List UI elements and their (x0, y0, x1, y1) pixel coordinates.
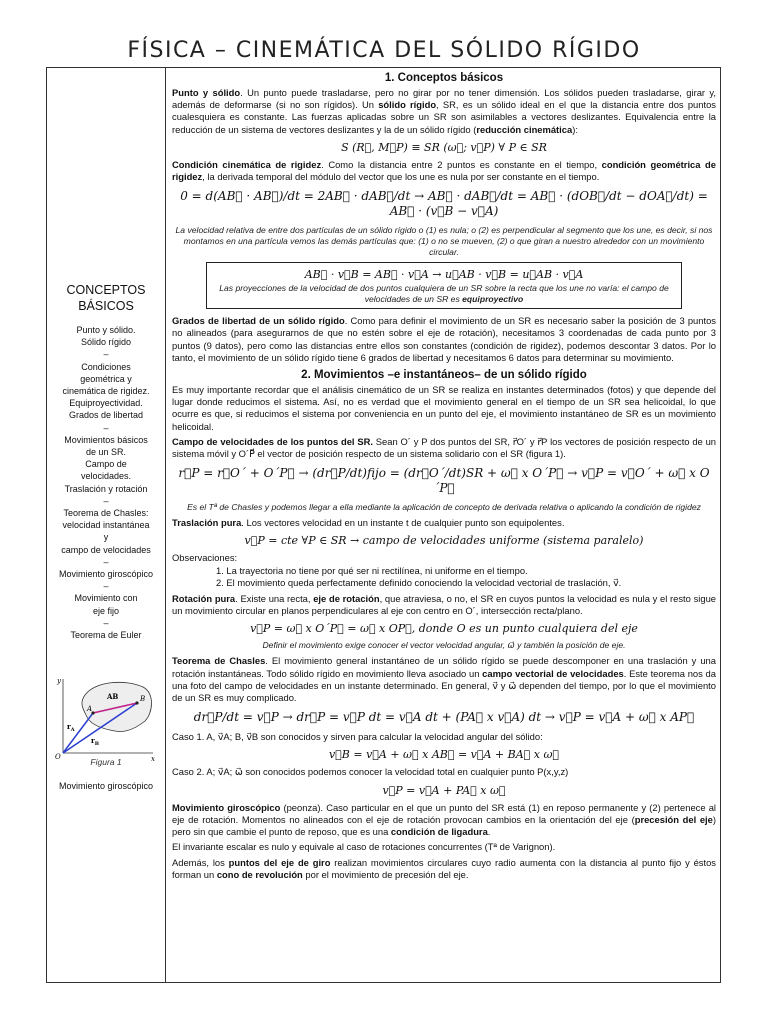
paragraph-giroscopico: Movimiento giroscópico (peonza). Caso particular en el que un punto del SR está (1) en reposo permanente y (2) pertenece al eje de rotación. Momentos no alineados con el eje de rotación provocan cambios en la orientación del eje (precesión del eje) pero sin que cambie el punto de reposo, que es una condición de ligadura. (172, 801, 716, 838)
sidebar-heading-line1: CONCEPTOS (66, 283, 146, 297)
label-ra: $r_A$ (67, 722, 75, 733)
paragraph-eje-giro: Además, los puntos del eje de giro realizan movimientos circulares cuyo radio aumenta con la distancia al punto fijo y éstos forman un cono de revolución por el movimiento de precesión del eje. (172, 856, 716, 880)
sidebar-topic-item: velocidad instantánea (62, 520, 150, 531)
label-x: x (151, 755, 155, 763)
caso-2: Caso 2. A; v⃗A; ω⃗ son conocidos podemos conocer la velocidad total en cualquier punto P(x,y,z) (172, 766, 569, 778)
content-frame (46, 67, 721, 983)
sidebar-topic-item: y (103, 532, 109, 543)
sidebar-topic-item: Grados de libertad (68, 410, 144, 421)
page-title: FÍSICA – CINEMÁTICA DEL SÓLIDO RÍGIDO (127, 38, 641, 63)
paragraph-campo-velocidades: Campo de velocidades de los puntos del SR. Sean O´ y P dos puntos del SR, r⃗O´ y r⃗P los vectores de posición respecto de un sistema móvil y O´P⃗ el vector de posición respecto de un sistema solidario con el SR (figura 1). (172, 435, 716, 460)
sidebar-topic-item: de un SR. (85, 447, 127, 458)
paragraph-punto-solido: Punto y sólido. Un punto puede trasladarse, pero no girar por no tener dimensión. Los sólidos pueden trasladarse, girar y, además de deformarse (si no son rígidos). Un sólido rígido, SR, es un sólido ideal en el que la distancia entre dos puntos cualesquiera es constante. Las fuerzas aplicadas sobre un SR son asimilables a vectores deslizantes. Equivalencia entre la reducción de un sistema de vectores deslizantes y la de un sólido rígido (reducción cinemática): (172, 87, 716, 135)
equation-caso-2: v⃗P = v⃗A + PA⃗ x ω⃗ (382, 783, 506, 797)
sidebar-topic-item: eje fijo (92, 605, 119, 616)
paragraph-invariante: El invariante escalar es nulo y equivale al caso de rotaciones concurrentes (Tª de Varignon). (172, 841, 556, 853)
note-chasles: Es el Tª de Chasles y podemos llegar a ella mediante la aplicación de concepto de derivada relativa o aplicando la condición de rigidez (187, 502, 701, 513)
sidebar-heading (47, 282, 165, 314)
column-divider (165, 68, 166, 982)
equation-rotacion: v⃗P = ω⃗ x O´P⃗ = ω⃗ x OP⃗, donde O es un punto cualquiera del eje (250, 622, 638, 636)
observacion-item: 1. La trayectoria no tiene por qué ser ni rectilínea, ni uniforme en el tiempo. (216, 564, 528, 576)
sidebar-topic-item: Traslación y rotación (64, 483, 148, 494)
label-ab: AB (107, 692, 119, 701)
sidebar-topic-item: – (103, 581, 109, 592)
paragraph-condicion-rigidez: Condición cinemática de rigidez. Como la distancia entre 2 puntos es constante en el tiempo, condición geométrica de rigidez, la derivada temporal del módulo del vector que los une es nula por ser constante en el tiempo. (172, 158, 716, 183)
figure-1-label: Movimiento giroscópico (58, 781, 154, 791)
sidebar-topic-item: cinemática de rigidez. (62, 386, 150, 397)
figure-1-diagram (55, 673, 159, 763)
note-velocidad-relativa: La velocidad relativa de entre dos partículas de un sólido rígido o (1) es nula; o (2) es perpendicular al segmento que los une, es decir, si nos montamos en una partícula vemos las demás partículas que: (1) o no se mueven, (2) o que giran a nuestro alrededor con un movimiento circular. (175, 225, 713, 258)
note-equiproyectivo: Las proyecciones de la velocidad de dos puntos cualquiera de un SR sobre la recta que los une no varía: el campo de velocidades de un SR es equiproyectivo (219, 283, 669, 305)
sidebar-topic-item: Condiciones (81, 361, 131, 372)
note-rotacion: Definir el movimiento exige conocer el vector velocidad angular, ω⃗ y también la posición de eje. (262, 640, 626, 651)
paragraph-chasles: Teorema de Chasles. El movimiento general instantáneo de un sólido rígido se puede descomponer en una traslación y una rotación instantáneas. Todo sólido rígido en movimiento lleva asociado un campo vectorial de velocidades. Este teorema nos da una foto del campo de velocidades en un instante determinado. En general, v⃗ y ω⃗ dependen del tiempo, por lo que el movimiento de un SR es muy complicado. (172, 655, 716, 704)
sidebar-topic-item: Campo de (85, 459, 127, 470)
equation-chasles: dr⃗P/dt = v⃗P → dr⃗P = v⃗P dt = v⃗A dt + (PA⃗ x v⃗A) dt → v⃗P = v⃗A + ω⃗ x AP⃗ (193, 710, 695, 725)
sidebar-topic-item: geométrica y (80, 373, 132, 384)
sidebar-topic-item: Movimiento con (74, 593, 138, 604)
label-b: B (140, 695, 146, 703)
sidebar (47, 68, 165, 982)
sidebar-topic-list (49, 324, 163, 641)
figure-1-caption: Figura 1 (90, 757, 122, 767)
section-2-title: 2. Movimientos –e instantáneos– de un sólido rígido (301, 369, 587, 382)
sidebar-topic-item: Equiproyectividad. (69, 398, 143, 409)
sidebar-topic-item: Movimientos básicos (64, 434, 148, 445)
label-o: O (55, 753, 61, 761)
paragraph-traslacion: Traslación pura. Los vectores velocidad en un instante t de cualquier punto son equipolentes. (172, 517, 565, 529)
equation-campo-velocidades: r⃗P = r⃗O´ + O´P⃗ → (dr⃗P/dt)fijo = (dr⃗O´/dt)SR + ω⃗ x O´P⃗ → v⃗P = v⃗O´ + ω⃗ x O´P⃗ (178, 466, 710, 496)
sidebar-topic-item: – (103, 422, 109, 433)
sidebar-topic-item: Punto y sólido. (76, 325, 136, 335)
sidebar-heading-line2: BÁSICOS (78, 299, 134, 313)
sidebar-topic-item: Movimiento giroscópico (58, 569, 154, 580)
equation-reduccion: S (R⃗, M⃗P) ≡ SR (ω⃗; v⃗P) ∀ P ∈ SR (341, 140, 547, 154)
sidebar-topic-item: Teorema de Euler (70, 630, 142, 641)
paragraph-grados-libertad: Grados de libertad de un sólido rígido. Como para definir el movimiento de un SR es necesario saber la posición de 3 puntos no alineados (para asegurarnos de que no estén sobre el eje de rotación), necesitamos 3 coordenadas de cada punto por 3 puntos (9 datos), pero como las distancias entre ellos son constantes (condición de rigidez), podemos descontar 3 datos. Por lo tanto, el movimiento de un sólido rígido tiene 6 grados de libertad y necesitamos 6 datos para determinar su movimiento. (172, 315, 716, 363)
sidebar-topic-item: – (103, 556, 109, 567)
equation-rigidez: 0 = d(AB⃗ · AB⃗)/dt = 2AB⃗ · dAB⃗/dt → AB⃗ · dAB⃗/dt = AB⃗ · (dOB⃗/dt − dOA⃗/dt) = AB⃗ · (v⃗B − v⃗A) (180, 189, 708, 219)
equation-caso-1: v⃗B = v⃗A + ω⃗ x AB⃗ = v⃗A + BA⃗ x ω⃗ (328, 748, 560, 762)
sidebar-topic-item: – (103, 617, 109, 628)
label-y: y (57, 677, 61, 685)
equation-traslacion: v⃗P = cte ∀P ∈ SR → campo de velocidades uniforme (sistema paralelo) (244, 534, 644, 548)
paragraph-rotacion: Rotación pura. Existe una recta, eje de rotación, que atraviesa, o no, el SR en cuyos puntos la velocidad es nula y el resto sigue un movimiento circular en planos perpendiculares al eje con centro en O´, intersección recta/plano. (172, 593, 716, 617)
paragraph-analisis: Es muy importante recordar que el análisis cinemático de un SR se realiza en instantes determinados (fotos) y que depende del lugar donde reducimos el sistema. Así, no es verdad que el movimiento general en el tiempo de un SR sea helicoidal, lo que ocurre es que, si reducimos el sistema por conveniencia en un punto del eje, el movimiento instantáneo de SR es un movimiento helicoidal. (172, 384, 716, 432)
observaciones-list (216, 565, 716, 589)
vector-ra (63, 713, 93, 753)
sidebar-topic-item: – (103, 495, 109, 506)
observaciones-label: Observaciones: (172, 552, 238, 564)
sidebar-topic-item: campo de velocidades (61, 544, 151, 555)
equation-equiproyectividad: AB⃗ · v⃗B = AB⃗ · v⃗A → u⃗AB · v⃗B = u⃗AB · v⃗A (304, 268, 584, 282)
label-rb: $r_B$ (91, 736, 99, 747)
main-content (172, 71, 716, 884)
point-b (135, 701, 138, 704)
sidebar-topic-item: – (103, 349, 109, 360)
observacion-item: 2. El movimiento queda perfectamente definido conociendo la velocidad vectorial de traslación, v⃗. (216, 576, 622, 588)
label-a: A (87, 705, 93, 713)
section-1-title: 1. Conceptos básicos (384, 72, 504, 84)
sidebar-topic-item: Teorema de Chasles: (63, 508, 149, 519)
sidebar-topic-item: velocidades. (80, 471, 132, 482)
equiproyectividad-box (206, 262, 682, 309)
caso-1: Caso 1. A, v⃗A; B, v⃗B son conocidos y sirven para calcular la velocidad angular del sólido: (172, 731, 543, 743)
sidebar-topic-item: Sólido rígido (80, 337, 132, 348)
